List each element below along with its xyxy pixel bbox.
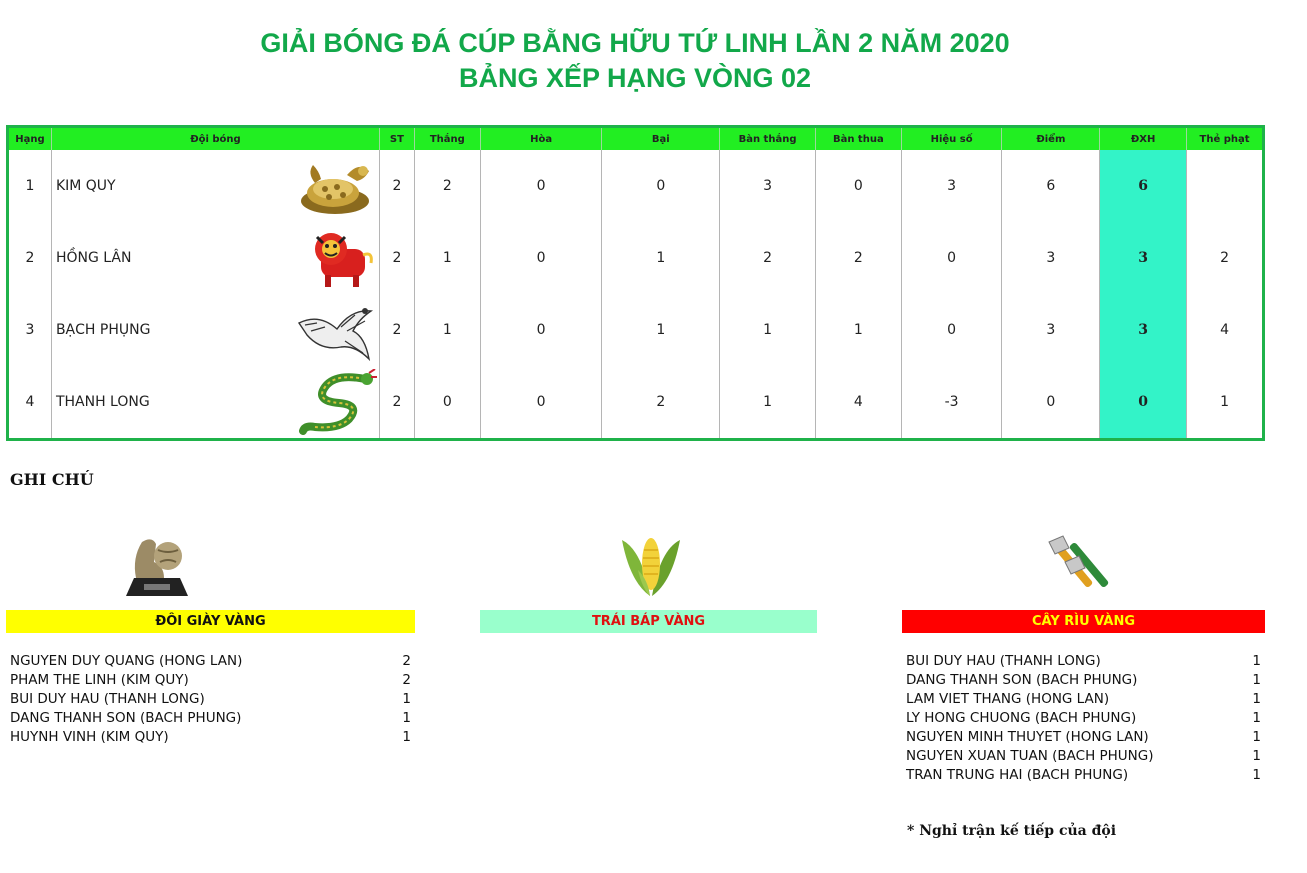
player-count: 1 [1252,672,1261,688]
draw-cell: 0 [480,150,602,222]
corn-icon [620,530,682,600]
list-item [906,671,1261,690]
page-title: GIẢI BÓNG ĐÁ CÚP BẰNG HỮU TỨ LINH LẦN 2 NĂM 2020 [260,28,1010,58]
cards-cell: 4 [1220,322,1229,338]
col-header-goals-for: Bàn thắng [720,127,816,151]
points-cell: 3 [1002,222,1100,294]
rank-cell: 4 [8,366,52,440]
player-count: 2 [402,672,411,688]
loss-cell: 0 [602,150,720,222]
golden-boot-trophy-icon [118,530,196,600]
list-item [906,709,1261,728]
player-name: LAM VIET THANG (HONG LAN) [906,691,1110,707]
goal-diff-cell: 0 [901,222,1002,294]
player-count: 1 [1252,653,1261,669]
loss-cell: 1 [602,294,720,366]
golden-axe-label: CÂY RÌU VÀNG [902,610,1265,633]
rank-cell: 2 [8,222,52,294]
golden-turtle-icon [295,153,377,219]
team-name: THANH LONG [55,394,150,410]
list-item [10,728,411,747]
notes-heading: GHI CHÚ [10,470,94,489]
player-name: NGUYEN MINH THUYET (HONG LAN) [906,729,1149,745]
col-header-draw: Hòa [480,127,602,151]
player-name: BUI DUY HAU (THANH LONG) [10,691,205,707]
table-row [8,366,1264,440]
team-name: HỒNG LÂN [55,250,132,266]
list-item [906,747,1261,766]
golden-corn-label: TRÁI BÁP VÀNG [480,610,817,633]
list-item [10,709,411,728]
draw-cell: 0 [480,294,602,366]
list-item [10,652,411,671]
player-count: 1 [1252,748,1261,764]
draw-cell: 0 [480,222,602,294]
table-header-row [8,127,1264,151]
loss-cell: 2 [602,366,720,440]
player-count: 1 [402,691,411,707]
col-header-dxh: ĐXH [1100,127,1187,151]
player-name: DANG THANH SON (BACH PHUNG) [906,672,1138,688]
col-header-cards: Thẻ phạt [1187,127,1264,151]
player-count: 2 [402,653,411,669]
player-name: HUYNH VINH (KIM QUY) [10,729,169,745]
player-count: 1 [402,710,411,726]
col-header-rank: Hạng [8,127,52,151]
player-name: NGUYEN DUY QUANG (HONG LAN) [10,653,243,669]
col-header-points: Điểm [1002,127,1100,151]
goal-diff-cell: 3 [901,150,1002,222]
goals-for-cell: 3 [720,150,816,222]
player-count: 1 [1252,729,1261,745]
draw-cell: 0 [480,366,602,440]
list-item [10,690,411,709]
goal-diff-cell: -3 [901,366,1002,440]
dxh-cell: 6 [1100,150,1187,222]
player-name: LY HONG CHUONG (BACH PHUNG) [906,710,1137,726]
player-name: DANG THANH SON (BACH PHUNG) [10,710,242,726]
player-count: 1 [1252,691,1261,707]
rank-cell: 1 [8,150,52,222]
list-item [906,728,1261,747]
played-cell: 2 [379,150,414,222]
team-cell [51,222,379,294]
golden-boot-label: ĐÔI GIÀY VÀNG [6,610,415,633]
col-header-goals-against: Bàn thua [815,127,901,151]
win-cell: 2 [414,150,480,222]
player-name: TRAN TRUNG HAI (BACH PHUNG) [906,767,1129,783]
goal-diff-cell: 0 [901,294,1002,366]
col-header-team: Đội bóng [51,127,379,151]
cards-cell [1187,150,1264,222]
dxh-cell: 0 [1100,366,1187,440]
goals-for-cell: 1 [720,366,816,440]
golden-boot-list [10,652,411,747]
team-cell [51,366,379,440]
cards-cell: 2 [1220,250,1229,266]
list-item [906,652,1261,671]
goals-against-cell: 2 [815,222,901,294]
red-lion-icon [295,225,377,291]
rank-cell: 3 [8,294,52,366]
win-cell: 1 [414,294,480,366]
team-name: KIM QUY [55,178,116,194]
player-name: BUI DUY HAU (THANH LONG) [906,653,1101,669]
col-header-win: Thắng [414,127,480,151]
player-count: 1 [1252,767,1261,783]
player-count: 1 [402,729,411,745]
table-row [8,222,1264,294]
green-dragon-icon [295,369,377,435]
list-item [10,671,411,690]
dxh-cell: 3 [1100,294,1187,366]
footer-note: * Nghỉ trận kế tiếp của đội [907,823,1117,839]
win-cell: 1 [414,222,480,294]
axes-icon [1045,532,1117,598]
goals-against-cell: 0 [815,150,901,222]
col-header-played: ST [379,127,414,151]
col-header-goal-diff: Hiệu số [901,127,1002,151]
white-phoenix-icon [295,297,377,363]
list-item [906,690,1261,709]
table-row [8,294,1264,366]
dxh-cell: 3 [1100,222,1187,294]
standings-table [6,125,1265,441]
played-cell: 2 [379,222,414,294]
cards-cell: 1 [1220,394,1229,410]
played-cell: 2 [379,366,414,440]
win-cell: 0 [414,366,480,440]
goals-against-cell: 4 [815,366,901,440]
col-header-loss: Bại [602,127,720,151]
team-name: BẠCH PHỤNG [55,322,151,338]
goals-against-cell: 1 [815,294,901,366]
goals-for-cell: 2 [720,222,816,294]
team-cell [51,150,379,222]
player-name: PHAM THE LINH (KIM QUY) [10,672,189,688]
player-name: NGUYEN XUAN TUAN (BACH PHUNG) [906,748,1154,764]
table-row [8,150,1264,222]
list-item [906,766,1261,785]
page-subtitle: BẢNG XẾP HẠNG VÒNG 02 [458,63,812,93]
points-cell: 6 [1002,150,1100,222]
points-cell: 3 [1002,294,1100,366]
loss-cell: 1 [602,222,720,294]
points-cell: 0 [1002,366,1100,440]
goals-for-cell: 1 [720,294,816,366]
team-cell [51,294,379,366]
played-cell: 2 [379,294,414,366]
player-count: 1 [1252,710,1261,726]
golden-axe-list [906,652,1261,785]
